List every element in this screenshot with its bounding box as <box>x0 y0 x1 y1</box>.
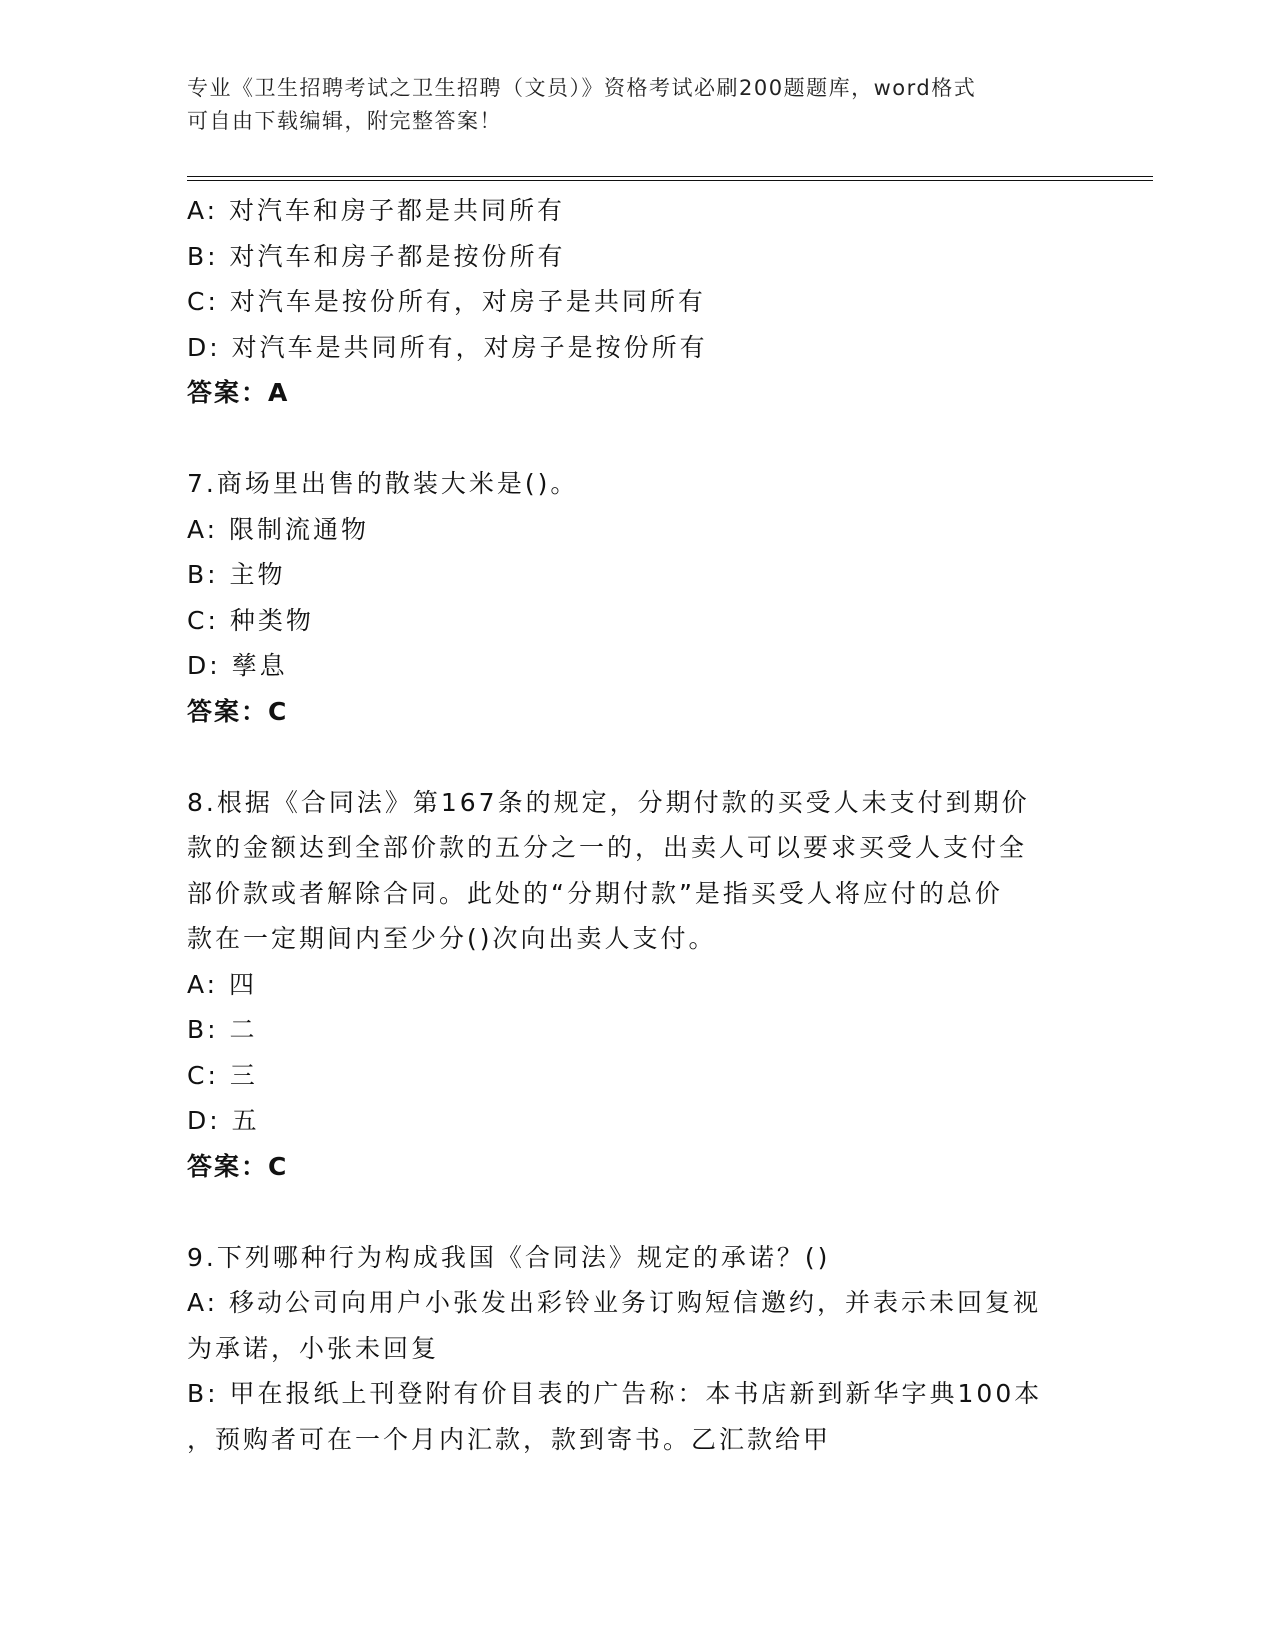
q8-answer: 答案：C <box>187 1151 289 1181</box>
q9-stem: 9.下列哪种行为构成我国《合同法》规定的承诺？() <box>187 1242 831 1272</box>
q9-option-b-line-2: ，预购者可在一个月内汇款，款到寄书。乙汇款给甲 <box>187 1424 832 1454</box>
q6-option-a: A: 对汽车和房子都是共同所有 <box>187 196 566 225</box>
q8-stem-line-4: 款在一定期间内至少分()次向出卖人支付。 <box>187 924 717 953</box>
question-9-block <box>187 1235 1087 1463</box>
q8-stem-line-3: 部价款或者解除合同。此处的“分期付款”是指买受人将应付的总价 <box>187 878 1003 908</box>
q6-option-d: D: 对汽车是共同所有，对房子是按份所有 <box>187 332 708 362</box>
q8-option-b: B: 二 <box>187 1015 258 1044</box>
q8-stem-line-2: 款的金额达到全部价款的五分之一的，出卖人可以要求买受人支付全 <box>187 833 1028 862</box>
question-6-block <box>187 188 1087 416</box>
q6-option-b: B: 对汽车和房子都是按份所有 <box>187 241 566 271</box>
question-7-block <box>187 461 1087 734</box>
q9-option-b-line-1: B: 甲在报纸上刊登附有价目表的广告称：本书店新到新华字典100本 <box>187 1379 1043 1408</box>
spacer <box>187 1189 1087 1235</box>
q8-option-a: A: 四 <box>187 969 258 999</box>
question-content <box>187 188 1087 1462</box>
spacer <box>187 734 1087 780</box>
q7-option-d: D: 孳息 <box>187 651 288 680</box>
q7-stem: 7.商场里出售的散装大米是()。 <box>187 469 579 498</box>
q9-option-a-line-2: 为承诺，小张未回复 <box>187 1333 440 1363</box>
question-8-block <box>187 780 1087 1190</box>
header-line-1: 专业《卫生招聘考试之卫生招聘（文员）》资格考试必刷200题题库，word格式 <box>187 76 977 100</box>
q7-option-b: B: 主物 <box>187 560 286 589</box>
q8-option-c: C: 三 <box>187 1060 258 1090</box>
document-header <box>187 72 1087 138</box>
q7-option-a: A: 限制流通物 <box>187 514 370 544</box>
q7-option-c: C: 种类物 <box>187 605 314 635</box>
q8-option-d: D: 五 <box>187 1106 260 1135</box>
q7-answer: 答案：C <box>187 696 289 726</box>
q6-option-c: C: 对汽车是按份所有，对房子是共同所有 <box>187 287 706 316</box>
spacer <box>187 416 1087 462</box>
q6-answer: 答案：A <box>187 378 290 407</box>
header-line-2: 可自由下载编辑，附完整答案！ <box>187 109 502 133</box>
header-divider <box>187 176 1153 181</box>
q8-stem-line-1: 8.根据《合同法》第167条的规定，分期付款的买受人未支付到期价 <box>187 787 1030 817</box>
q9-option-a-line-1: A: 移动公司向用户小张发出彩铃业务订购短信邀约，并表示未回复视 <box>187 1288 1042 1317</box>
